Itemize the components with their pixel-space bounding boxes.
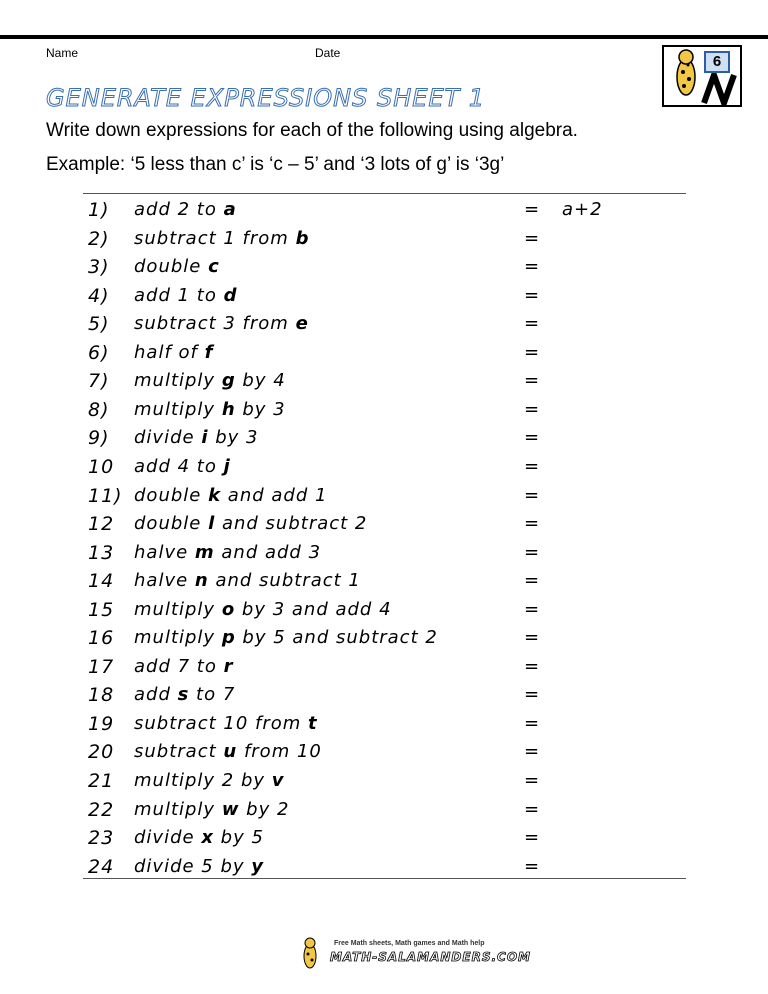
question-number: 21 xyxy=(88,770,115,792)
question-phrase: and add 1 xyxy=(221,484,328,506)
question-number: 5) xyxy=(88,313,110,336)
variable-letter: g xyxy=(221,370,236,392)
question-text xyxy=(134,570,361,591)
variable-letter: t xyxy=(308,712,318,734)
question-number: 7) xyxy=(88,370,110,393)
name-label: Name xyxy=(46,46,79,60)
question-phrase: half of xyxy=(134,341,205,363)
question-number: 6) xyxy=(88,341,110,364)
question-phrase: multiply xyxy=(134,627,222,649)
question-phrase: multiply xyxy=(134,398,222,420)
question-row xyxy=(0,741,768,769)
equals-sign: = xyxy=(524,827,540,849)
equals-sign: = xyxy=(524,455,540,477)
question-text xyxy=(134,199,237,220)
question-phrase: divide xyxy=(134,427,202,449)
variable-letter: a xyxy=(223,199,237,220)
question-phrase: halve xyxy=(134,541,195,563)
salamander-logo xyxy=(662,45,742,107)
equals-sign: = xyxy=(524,798,540,820)
question-phrase: to 7 xyxy=(189,684,236,706)
question-row xyxy=(0,427,768,455)
question-phrase: multiply xyxy=(134,370,222,392)
question-text xyxy=(134,542,321,563)
question-number: 8) xyxy=(88,398,110,421)
question-phrase: multiply xyxy=(134,598,222,620)
variable-letter: n xyxy=(194,570,209,592)
equals-sign: = xyxy=(524,370,540,392)
question-phrase: divide xyxy=(134,827,202,849)
variable-letter: s xyxy=(177,684,190,706)
question-phrase: add 4 to xyxy=(134,455,224,477)
equals-sign: = xyxy=(524,398,540,420)
footer-tagline: Free Math sheets, Math games and Math help xyxy=(334,940,485,947)
question-number: 12 xyxy=(88,513,115,536)
question-number: 3) xyxy=(88,256,110,279)
question-row xyxy=(0,228,768,256)
question-row xyxy=(0,599,768,627)
question-row xyxy=(0,399,768,427)
variable-letter: l xyxy=(208,513,216,535)
question-number: 11) xyxy=(88,484,123,507)
question-row xyxy=(0,827,768,855)
equals-sign: = xyxy=(524,855,540,877)
question-phrase: and add 3 xyxy=(214,541,322,563)
equals-sign: = xyxy=(524,541,540,563)
variable-letter: b xyxy=(295,227,310,249)
question-row xyxy=(0,485,768,513)
equals-sign: = xyxy=(524,284,540,306)
question-text xyxy=(134,513,367,534)
question-text xyxy=(134,313,309,334)
question-phrase: by 3 xyxy=(208,427,259,449)
question-text xyxy=(134,285,237,306)
question-number: 9) xyxy=(88,427,110,450)
question-phrase: double xyxy=(134,256,209,278)
equals-sign: = xyxy=(524,484,540,506)
variable-letter: m xyxy=(194,541,215,563)
question-row xyxy=(0,713,768,741)
table-top-rule xyxy=(83,193,686,194)
question-row xyxy=(0,656,768,684)
question-phrase: by 2 xyxy=(239,798,290,820)
question-text xyxy=(134,713,318,734)
question-number: 4) xyxy=(88,284,110,307)
question-number: 17 xyxy=(88,655,115,678)
variable-letter: h xyxy=(221,398,236,420)
variable-letter: o xyxy=(221,598,236,620)
question-number: 24 xyxy=(88,855,115,878)
instruction-line: Write down expressions for each of the following using algebra. xyxy=(46,120,578,141)
variable-letter: w xyxy=(221,798,240,820)
question-phrase: add 1 to xyxy=(134,284,224,306)
footer-salamander-icon xyxy=(296,936,330,970)
question-text xyxy=(134,684,235,705)
question-text xyxy=(134,427,258,448)
variable-letter: y xyxy=(251,855,265,877)
question-phrase: subtract xyxy=(134,741,224,763)
question-number: 15 xyxy=(88,598,115,621)
variable-letter: e xyxy=(295,313,309,335)
variable-letter: v xyxy=(271,770,285,791)
question-number: 22 xyxy=(88,798,115,821)
question-phrase: double xyxy=(134,513,209,535)
question-row xyxy=(0,513,768,541)
equals-sign: = xyxy=(524,627,540,649)
question-phrase: from 10 xyxy=(237,741,322,763)
question-row xyxy=(0,313,768,341)
question-row xyxy=(0,770,768,798)
question-phrase: by 5 and subtract 2 xyxy=(235,627,438,649)
question-row xyxy=(0,542,768,570)
question-text xyxy=(134,256,220,277)
question-text xyxy=(134,485,327,506)
question-phrase: add 2 to xyxy=(134,199,224,220)
question-phrase: by 5 xyxy=(213,827,264,849)
question-number: 19 xyxy=(88,712,115,735)
question-row xyxy=(0,627,768,655)
question-phrase: by 4 xyxy=(235,370,286,392)
equals-sign: = xyxy=(524,227,540,249)
question-phrase: subtract 10 from xyxy=(134,712,309,734)
question-number: 20 xyxy=(88,741,115,764)
answer-field[interactable]: a+2 xyxy=(562,199,603,220)
variable-letter: j xyxy=(223,455,231,477)
variable-letter: k xyxy=(208,484,222,506)
equals-sign: = xyxy=(524,570,540,592)
question-row xyxy=(0,684,768,712)
question-row xyxy=(0,370,768,398)
question-phrase: and subtract 2 xyxy=(215,513,368,535)
equals-sign: = xyxy=(524,513,540,535)
question-phrase: double xyxy=(134,484,209,506)
question-row xyxy=(0,570,768,598)
question-phrase: and subtract 1 xyxy=(208,570,361,592)
question-number: 16 xyxy=(88,627,115,650)
question-phrase: multiply xyxy=(134,798,222,820)
equals-sign: = xyxy=(524,770,540,791)
question-phrase: subtract 3 from xyxy=(134,313,296,335)
question-text xyxy=(134,799,289,820)
question-row xyxy=(0,342,768,370)
equals-sign: = xyxy=(524,598,540,620)
variable-letter: r xyxy=(223,655,234,677)
question-number: 18 xyxy=(88,684,115,707)
question-text xyxy=(134,599,392,620)
equals-sign: = xyxy=(524,313,540,335)
footer-site: MATH-SALAMANDERS.COM xyxy=(330,950,531,964)
question-phrase: subtract 1 from xyxy=(134,227,296,249)
variable-letter: u xyxy=(223,741,238,763)
question-text xyxy=(134,770,285,791)
page-title: GENERATE EXPRESSIONS SHEET 1 xyxy=(46,84,486,112)
question-row xyxy=(0,456,768,484)
grade-badge: 6 xyxy=(704,51,730,73)
equals-sign: = xyxy=(524,341,540,363)
variable-letter: x xyxy=(201,827,214,849)
question-text xyxy=(134,342,213,363)
question-text xyxy=(134,456,231,477)
example-line: Example: ‘5 less than c’ is ‘c – 5’ and ‘3 lots of g’ is ‘3g’ xyxy=(46,154,505,175)
question-number: 13 xyxy=(88,541,115,564)
question-phrase: multiply 2 by xyxy=(134,770,272,791)
equals-sign: = xyxy=(524,712,540,734)
variable-letter: c xyxy=(208,256,220,278)
variable-letter: p xyxy=(221,627,236,649)
question-row xyxy=(0,256,768,284)
equals-sign: = xyxy=(524,427,540,449)
question-phrase: add 7 to xyxy=(134,655,224,677)
question-number: 14 xyxy=(88,570,115,593)
question-phrase: by 3 and add 4 xyxy=(235,598,392,620)
question-text xyxy=(134,399,286,420)
equals-sign: = xyxy=(524,655,540,677)
question-text xyxy=(134,741,322,762)
question-row xyxy=(0,199,768,227)
question-phrase: halve xyxy=(134,570,195,592)
question-text xyxy=(134,228,309,249)
date-label: Date xyxy=(315,46,341,60)
question-phrase: add xyxy=(134,684,178,706)
question-row xyxy=(0,285,768,313)
equals-sign: = xyxy=(524,684,540,706)
question-text xyxy=(134,370,286,391)
question-number: 10 xyxy=(88,455,115,478)
variable-letter: f xyxy=(204,341,214,363)
question-text xyxy=(134,856,264,877)
question-row xyxy=(0,799,768,827)
equals-sign: = xyxy=(524,741,540,763)
question-number: 23 xyxy=(88,827,115,850)
equals-sign: = xyxy=(524,199,540,220)
question-number: 2) xyxy=(88,227,110,250)
table-bottom-rule xyxy=(83,878,686,879)
question-number: 1) xyxy=(88,199,110,221)
question-text xyxy=(134,656,233,677)
question-row xyxy=(0,856,768,884)
question-phrase: by 3 xyxy=(235,398,286,420)
question-phrase: divide 5 by xyxy=(134,855,252,877)
variable-letter: d xyxy=(223,284,238,306)
question-text xyxy=(134,627,438,648)
equals-sign: = xyxy=(524,256,540,278)
top-rule xyxy=(0,35,768,39)
variable-letter: i xyxy=(201,427,209,449)
question-text xyxy=(134,827,264,848)
